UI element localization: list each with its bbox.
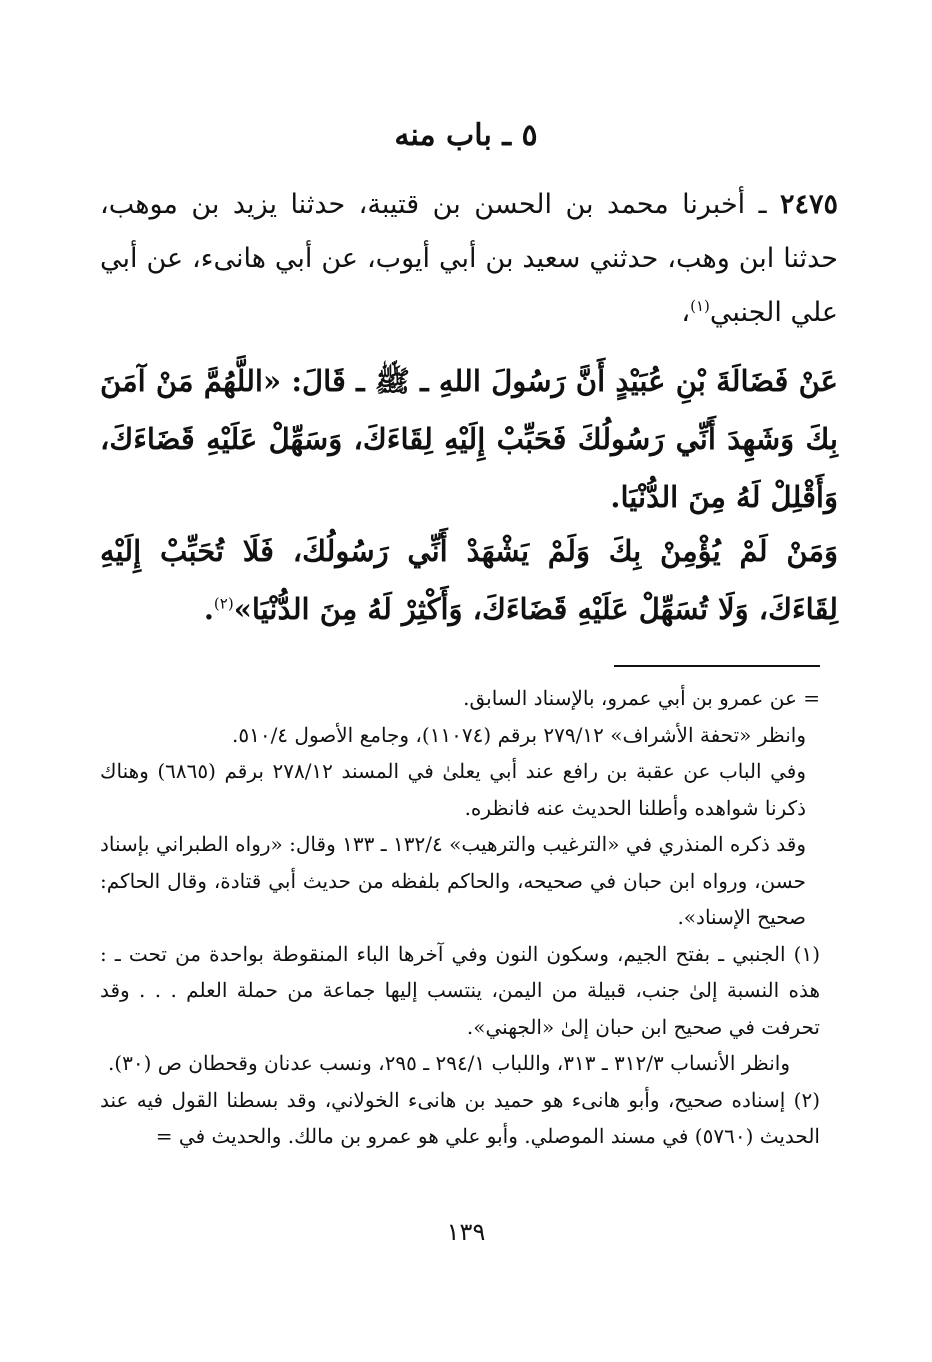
matn-2-tail: .	[203, 592, 214, 626]
footnote-ref-2: (٢)	[213, 594, 234, 613]
hadith-matn-paragraph-2	[100, 522, 838, 638]
isnad-text: ـ أخبرنا محمد بن الحسن بن قتيبة، حدثنا يزيد بن موهب، حدثنا ابن وهب، حدثني سعيد بن أبي أيوب، عن أبي هانىء، عن أبي علي الجنبي	[100, 189, 838, 328]
chapter-title: ٥ ـ باب منه	[394, 118, 538, 153]
footnotes-section	[100, 680, 820, 1155]
footnote-continuation: وفي الباب عن عقبة بن رافع عند أبي يعلىٰ في المسند ٢٧٨/١٢ برقم (٦٨٦٥) وهناك ذكرنا شواهده وأطلنا الحديث عنه فانظره.	[100, 759, 806, 820]
isnad-tail: ،	[681, 297, 691, 328]
hadith-number: ٢٤٧٥	[779, 189, 838, 220]
page-number: ١٣٩	[446, 1218, 486, 1246]
hadith-matn-paragraph-1: عَنْ فَضَالَةَ بْنِ عُبَيْدٍ أَنَّ رَسُولَ اللهِ ـ ﷺ ـ قَالَ: «اللَّهُمَّ مَنْ آمَنَ بِكَ وَشَهِدَ أَنِّي رَسُولُكَ فَحَبِّبْ إِلَيْهِ لِقَاءَكَ، وَسَهِّلْ عَلَيْهِ قَضَاءَكَ، وَأَقْلِلْ لَهُ مِنَ الدُّنْيَا.	[100, 364, 838, 514]
hadith-isnad	[100, 178, 838, 340]
footnote-continuation: = عن عمرو بن أبي عمرو، بالإسناد السابق.	[463, 686, 820, 710]
footnote-2: (٢) إسناده صحيح، وأبو هانىء هو حميد بن هانىء الخولاني، وقد بسطنا القول فيه عند الحديث (٥٧٦٠) في مسند الموصلي. وأبو علي هو عمرو بن مالك. والحديث في =	[100, 1087, 820, 1148]
footnote-continuation: وانظر «تحفة الأشراف» ٢٧٩/١٢ برقم (١١٠٧٤)، وجامع الأصول ٥١٠/٤.	[231, 722, 806, 747]
matn-2-text: وَمَنْ لَمْ يُؤْمِنْ بِكَ وَلَمْ يَشْهَدْ أَنِّي رَسُولُكَ، فَلَا تُحَبِّبْ إِلَيْهِ لِقَاءَكَ، وَلَا تُسَهِّلْ عَلَيْهِ قَضَاءَكَ، وَأَكْثِرْ لَهُ مِنَ الدُّنْيَا»	[100, 534, 838, 626]
footnote-divider	[614, 665, 820, 667]
footnote-continuation: وقد ذكره المنذري في «الترغيب والترهيب» ١٣٢/٤ ـ ١٣٣ وقال: «رواه الطبراني بإسناد حسن، ورواه ابن حبان في صحيحه، والحاكم بلفظه من حديث أبي قتادة، وقال الحاكم: صحيح الإسناد».	[100, 832, 806, 929]
footnote-1: (١) الجنبي ـ بفتح الجيم، وسكون النون وفي آخرها الباء المنقوطة بواحدة من تحت ـ : هذه النسبة إلىٰ جنب، قبيلة من اليمن، ينتسب إليها جماعة من حملة العلم . . . وقد تحرفت في صحيح ابن حبان إلىٰ «الجهني».	[100, 941, 820, 1039]
footnote-1-continuation: وانظر الأنساب ٣١٢/٣ ـ ٣١٣، واللباب ٢٩٤/١ ـ ٢٩٥، ونسب عدنان وقحطان ص (٣٠).	[107, 1051, 790, 1075]
footnote-ref-1: (١)	[690, 297, 710, 315]
